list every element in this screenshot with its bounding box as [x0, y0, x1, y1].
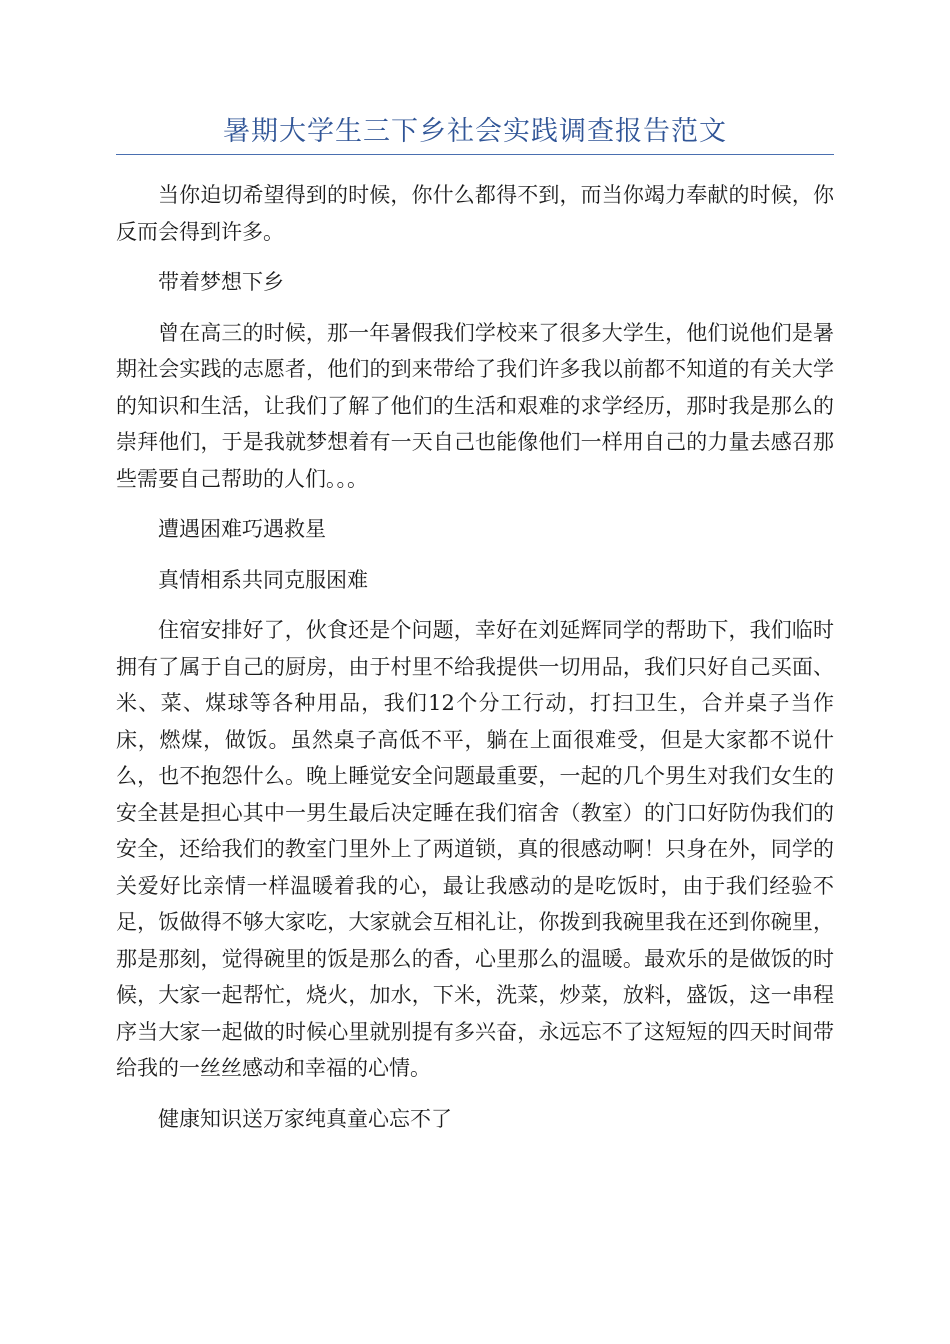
document-title: 暑期大学生三下乡社会实践调查报告范文: [223, 116, 727, 147]
section-heading-difficulty: 遭遇困难巧遇救星: [158, 517, 326, 541]
paragraph-overcome: 住宿安排好了，伙食还是个问题，幸好在刘延辉同学的帮助下，我们临时拥有了属于自己的厨房，由于村里不给我提供一切用品，我们只好自己买面、米、菜、煤球等各种用品，我们12个分工行动，打扫卫生，合并桌子当作床，燃煤，做饭。虽然桌子高低不平，躺在上面很难受，但是大家都不说什么，也不抱怨什么。晚上睡觉安全问题最重要，一起的几个男生对我们女生的安全甚是担心其中一男生最后决定睡在我们宿舍（教室）的门口好防伪我们的安全，还给我们的教室门里外上了两道锁，真的很感动啊！只身在外，同学的关爱好比亲情一样温暖着我的心，最让我感动的是吃饭时，由于我们经验不足，饭做得不够大家吃，大家就会互相礼让，你拨到我碗里我在还到你碗里，那是那刻，觉得碗里的饭是那么的香，心里那么的温暖。最欢乐的是做饭的时候，大家一起帮忙，烧火，加水，下米，洗菜，炒菜，放料，盛饭，这一串程序当大家一起做的时候心里就别提有多兴奋，永远忘不了这短短的四天时间带给我的一丝丝感动和幸福的心情。: [116, 618, 834, 1080]
paragraph-intro: 当你迫切希望得到的时候，你什么都得不到，而当你竭力奉献的时候，你反而会得到许多。: [116, 183, 834, 244]
document-body: [116, 177, 834, 1151]
section-heading-health: 健康知识送万家纯真童心忘不了: [158, 1106, 452, 1131]
paragraph-dream: 曾在高三的时候，那一年暑假我们学校来了很多大学生，他们说他们是暑期社会实践的志愿者，他们的到来带给了我们许多我以前都不知道的有关大学的知识和生活，让我们了解了他们的生活和艰难的求学经历，那时我是那么的崇拜他们，于是我就梦想着有一天自己也能像他们一样用自己的力量去感召那些需要自己帮助的人们。。。: [116, 320, 834, 491]
section-heading-dream: 带着梦想下乡: [158, 270, 284, 294]
section-heading-overcome: 真情相系共同克服困难: [158, 567, 368, 592]
title-underline: [116, 154, 834, 155]
